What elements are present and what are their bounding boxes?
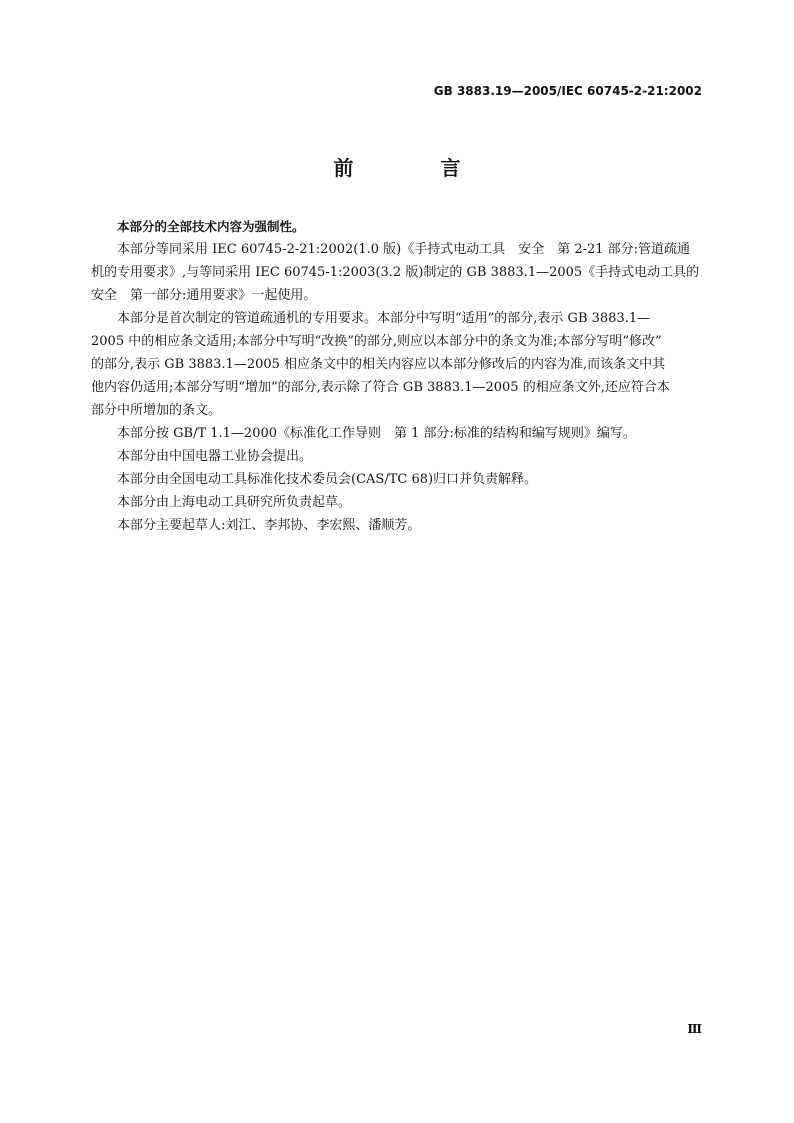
paragraph-drafting-org [117, 491, 703, 514]
text-line: 2005 中的相应条文适用;本部分中写明“改换”的部分,则应以本部分中的条文为准;本部分写明“修改” [91, 334, 662, 349]
text-line: 的部分,表示 GB 3883.1—2005 相应条文中的相关内容应以本部分修改后的内容为准,而该条文中其 [91, 357, 666, 372]
text-line: 本部分等同采用 IEC 60745-2-21:2002(1.0 版)《手持式电动工具 安全 第 2-21 部分:管道疏通 [117, 242, 691, 257]
standard-number-header: GB 3883.19—2005/IEC 60745-2-21:2002 [433, 84, 702, 98]
paragraph-drafters [117, 514, 703, 537]
text-line: 本部分按 GB/T 1.1—2000《标准化工作导则 第 1 部分:标准的结构和编写规则》编写。 [117, 426, 636, 441]
text-line: 部分中所增加的条文。 [91, 403, 222, 418]
text-line: 本部分是首次制定的管道疏通机的专用要求。本部分中写明“适用”的部分,表示 GB 3883.1— [117, 311, 651, 326]
text-line: 本部分由全国电动工具标准化技术委员会(CAS/TC 68)归口并负责解释。 [117, 472, 538, 487]
text-line: 他内容仍适用;本部分写明“增加”的部分,表示除了符合 GB 3883.1—2005 的相应条文外,还应符合本 [91, 380, 670, 395]
text-line: 本部分由中国电器工业协会提出。 [117, 449, 313, 464]
paragraph-mandatory-statement [117, 215, 703, 238]
paragraph-adoption [91, 238, 703, 307]
text-line: 本部分的全部技术内容为强制性。 [117, 219, 305, 234]
paragraph-committee [117, 468, 703, 491]
text-line: 本部分主要起草人:刘江、李邦协、李宏熙、潘顺芳。 [117, 518, 421, 533]
page-number: Ⅲ [687, 1022, 702, 1036]
text-line: 机的专用要求》,与等同采用 IEC 60745-1:2003(3.2 版)制定的 GB 3883.1—2005《手持式电动工具的 [91, 265, 700, 280]
text-line: 安全 第一部分:通用要求》一起使用。 [91, 288, 317, 303]
page-title: 前 言 [333, 156, 501, 180]
paragraph-proposer [117, 445, 703, 468]
text-line: 本部分由上海电动工具研究所负责起草。 [117, 495, 352, 510]
paragraph-scope-explanation [91, 307, 703, 422]
document-body [91, 215, 703, 537]
paragraph-drafting-rules [117, 422, 703, 445]
